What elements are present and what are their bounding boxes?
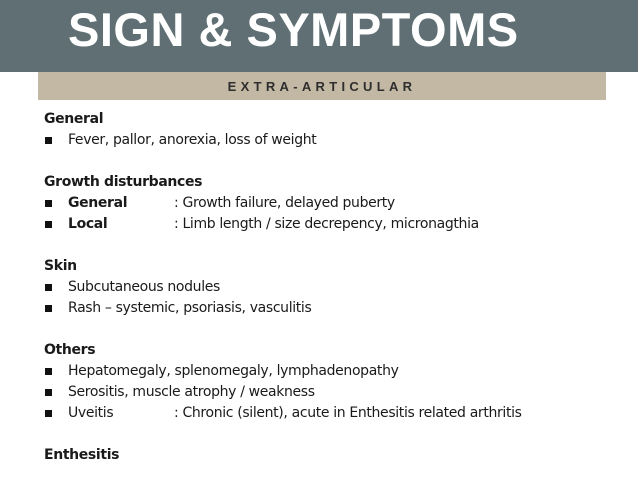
section-heading: Growth disturbances	[44, 174, 203, 190]
item-text: : Limb length / size decrepency, micronagthia	[174, 216, 479, 232]
section-heading: Enthesitis	[44, 447, 120, 463]
square-bullet-icon	[45, 137, 52, 144]
subtitle-bar	[38, 72, 606, 100]
square-bullet-icon	[45, 284, 52, 291]
list-item	[44, 361, 634, 382]
list-item	[44, 403, 634, 424]
item-text: Rash – systemic, psoriasis, vasculitis	[68, 300, 312, 316]
section-heading: Others	[44, 342, 96, 358]
list-item	[44, 214, 634, 235]
section-heading: Skin	[44, 258, 77, 274]
list-item	[44, 130, 634, 151]
section-enthesitis	[44, 445, 634, 466]
slide-content	[44, 109, 634, 487]
slide-subtitle: EXTRA-ARTICULAR	[227, 79, 417, 94]
list-item	[44, 193, 634, 214]
item-text: Fever, pallor, anorexia, loss of weight	[68, 132, 317, 148]
list-item	[44, 382, 634, 403]
square-bullet-icon	[45, 389, 52, 396]
item-text: Serositis, muscle atrophy / weakness	[68, 384, 315, 400]
section-skin	[44, 256, 634, 319]
square-bullet-icon	[45, 368, 52, 375]
square-bullet-icon	[45, 410, 52, 417]
square-bullet-icon	[45, 305, 52, 312]
item-text: Subcutaneous nodules	[68, 279, 220, 295]
item-text: : Chronic (silent), acute in Enthesitis related arthritis	[174, 405, 522, 421]
list-item	[44, 277, 634, 298]
item-text: Hepatomegaly, splenomegaly, lymphadenopathy	[68, 363, 399, 379]
title-banner	[0, 0, 638, 72]
list-item	[44, 298, 634, 319]
section-general	[44, 109, 634, 151]
square-bullet-icon	[45, 221, 52, 228]
item-label: Local	[68, 216, 108, 232]
slide-title: SIGN & SYMPTOMS	[68, 3, 519, 56]
section-others	[44, 340, 634, 424]
item-text: : Growth failure, delayed puberty	[174, 195, 395, 211]
section-heading: General	[44, 111, 104, 127]
section-growth-disturbances	[44, 172, 634, 235]
item-label: General	[68, 195, 128, 211]
item-label: Uveitis	[68, 405, 114, 421]
square-bullet-icon	[45, 200, 52, 207]
